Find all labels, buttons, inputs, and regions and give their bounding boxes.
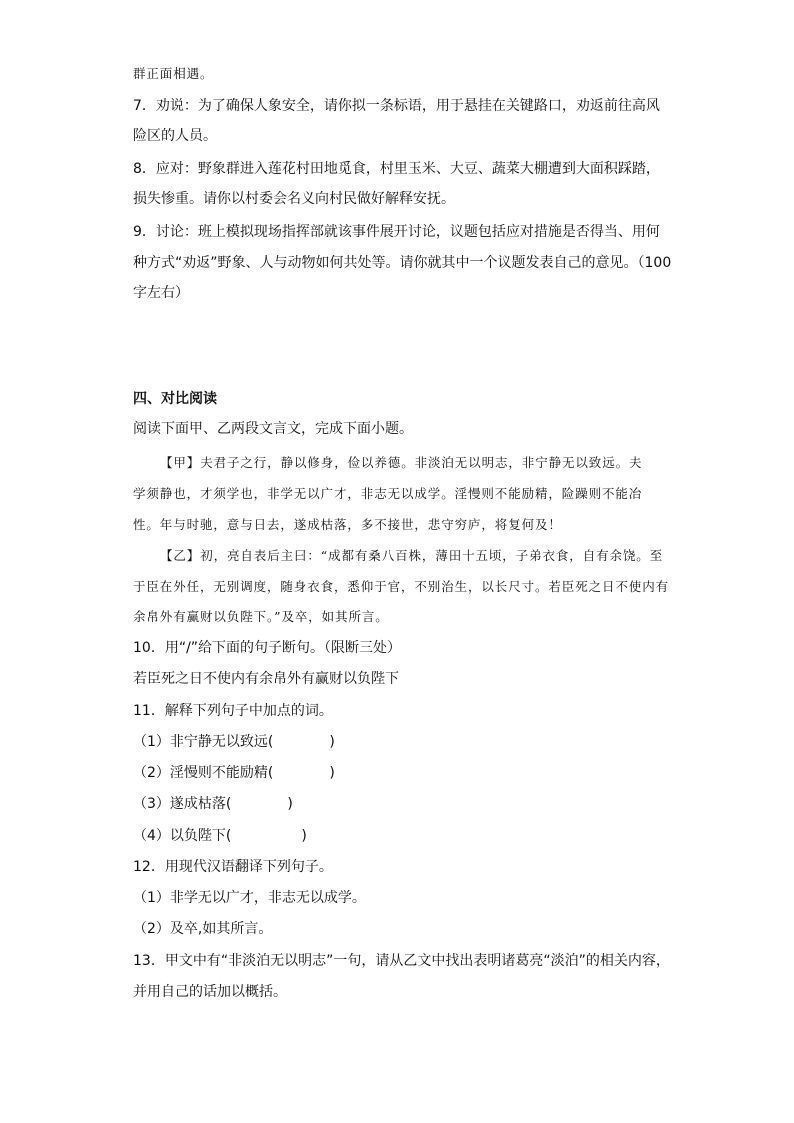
question-6-tail: 群正面相遇。	[133, 66, 214, 81]
question-11-item-3: （3）遂成枯落( )	[133, 796, 293, 812]
passage-yi-line-1: 【乙】初，亮自表后主曰：“成都有桑八百株，薄田十五顷，子弟衣食，自有余饶。至	[160, 548, 664, 563]
section-4-intro: 阅读下面甲、乙两段文言文，完成下面小题。	[133, 421, 413, 437]
question-12-stem: 12．用现代汉语翻译下列句子。	[133, 859, 333, 875]
question-13-line-1: 13．甲文中有“非淡泊无以明志”一句，请从乙文中找出表明诸葛亮“淡泊”的相关内容，	[133, 953, 670, 969]
question-11-stem: 11．解释下列句子中加点的词。	[133, 703, 333, 719]
question-11-item-2: （2）淫慢则不能励精( )	[133, 765, 335, 781]
question-7-line-2: 险区的人员。	[133, 128, 217, 144]
passage-yi-line-3: 余帛外有赢财以负陛下。”及卒，如其所言。	[133, 609, 389, 624]
question-12-item-1: （1）非学无以广才，非志无以成学。	[133, 890, 366, 906]
question-9-line-2: 种方式“劝返”野象、人与动物如何共处等。请你就其中一个议题发表自己的意见。（100	[133, 255, 672, 271]
question-12-item-2: （2）及卒,如其所言。	[133, 921, 273, 937]
passage-jia-line-2: 学须静也，才须学也，非学无以广才，非志无以成学。淫慢则不能励精，险躁则不能冶	[133, 486, 643, 501]
passage-jia-line-1: 【甲】夫君子之行，静以修身，俭以养德。非淡泊无以明志，非宁静无以致远。夫	[160, 455, 643, 470]
question-7-line-1: 7．劝说：为了确保人象安全，请你拟一条标语，用于悬挂在关键路口，劝返前往高风	[133, 98, 660, 114]
question-13-line-2: 并用自己的话加以概括。	[133, 984, 287, 1000]
passage-jia-line-3: 性。年与时驰，意与日去，遂成枯落，多不接世，悲守穷庐，将复何及！	[133, 517, 562, 532]
question-11-item-1: （1）非宁静无以致远( )	[133, 734, 335, 750]
question-9-line-3: 字左右）	[133, 285, 189, 301]
question-9-line-1: 9．讨论：班上模拟现场指挥部就该事件展开讨论，议题包括应对措施是否得当、用何	[133, 224, 660, 240]
question-11-item-4: （4）以负陛下( )	[133, 828, 307, 844]
question-8-line-1: 8．应对：野象群进入莲花村田地觅食，村里玉米、大豆、蔬菜大棚遭到大面积踩踏，	[133, 161, 660, 177]
question-10-stem: 10．用“/”给下面的句子断句。（限断三处）	[133, 640, 402, 656]
section-4-title: 四、对比阅读	[133, 391, 217, 407]
question-10-sentence: 若臣死之日不使内有余帛外有赢财以负陛下	[133, 671, 399, 687]
passage-yi-line-2: 于臣在外任，无别调度，随身衣食，悉仰于官，不别治生，以长尺寸。若臣死之日不使内有	[133, 579, 670, 594]
question-8-line-2: 损失惨重。请你以村委会名义向村民做好解释安抚。	[133, 191, 455, 207]
